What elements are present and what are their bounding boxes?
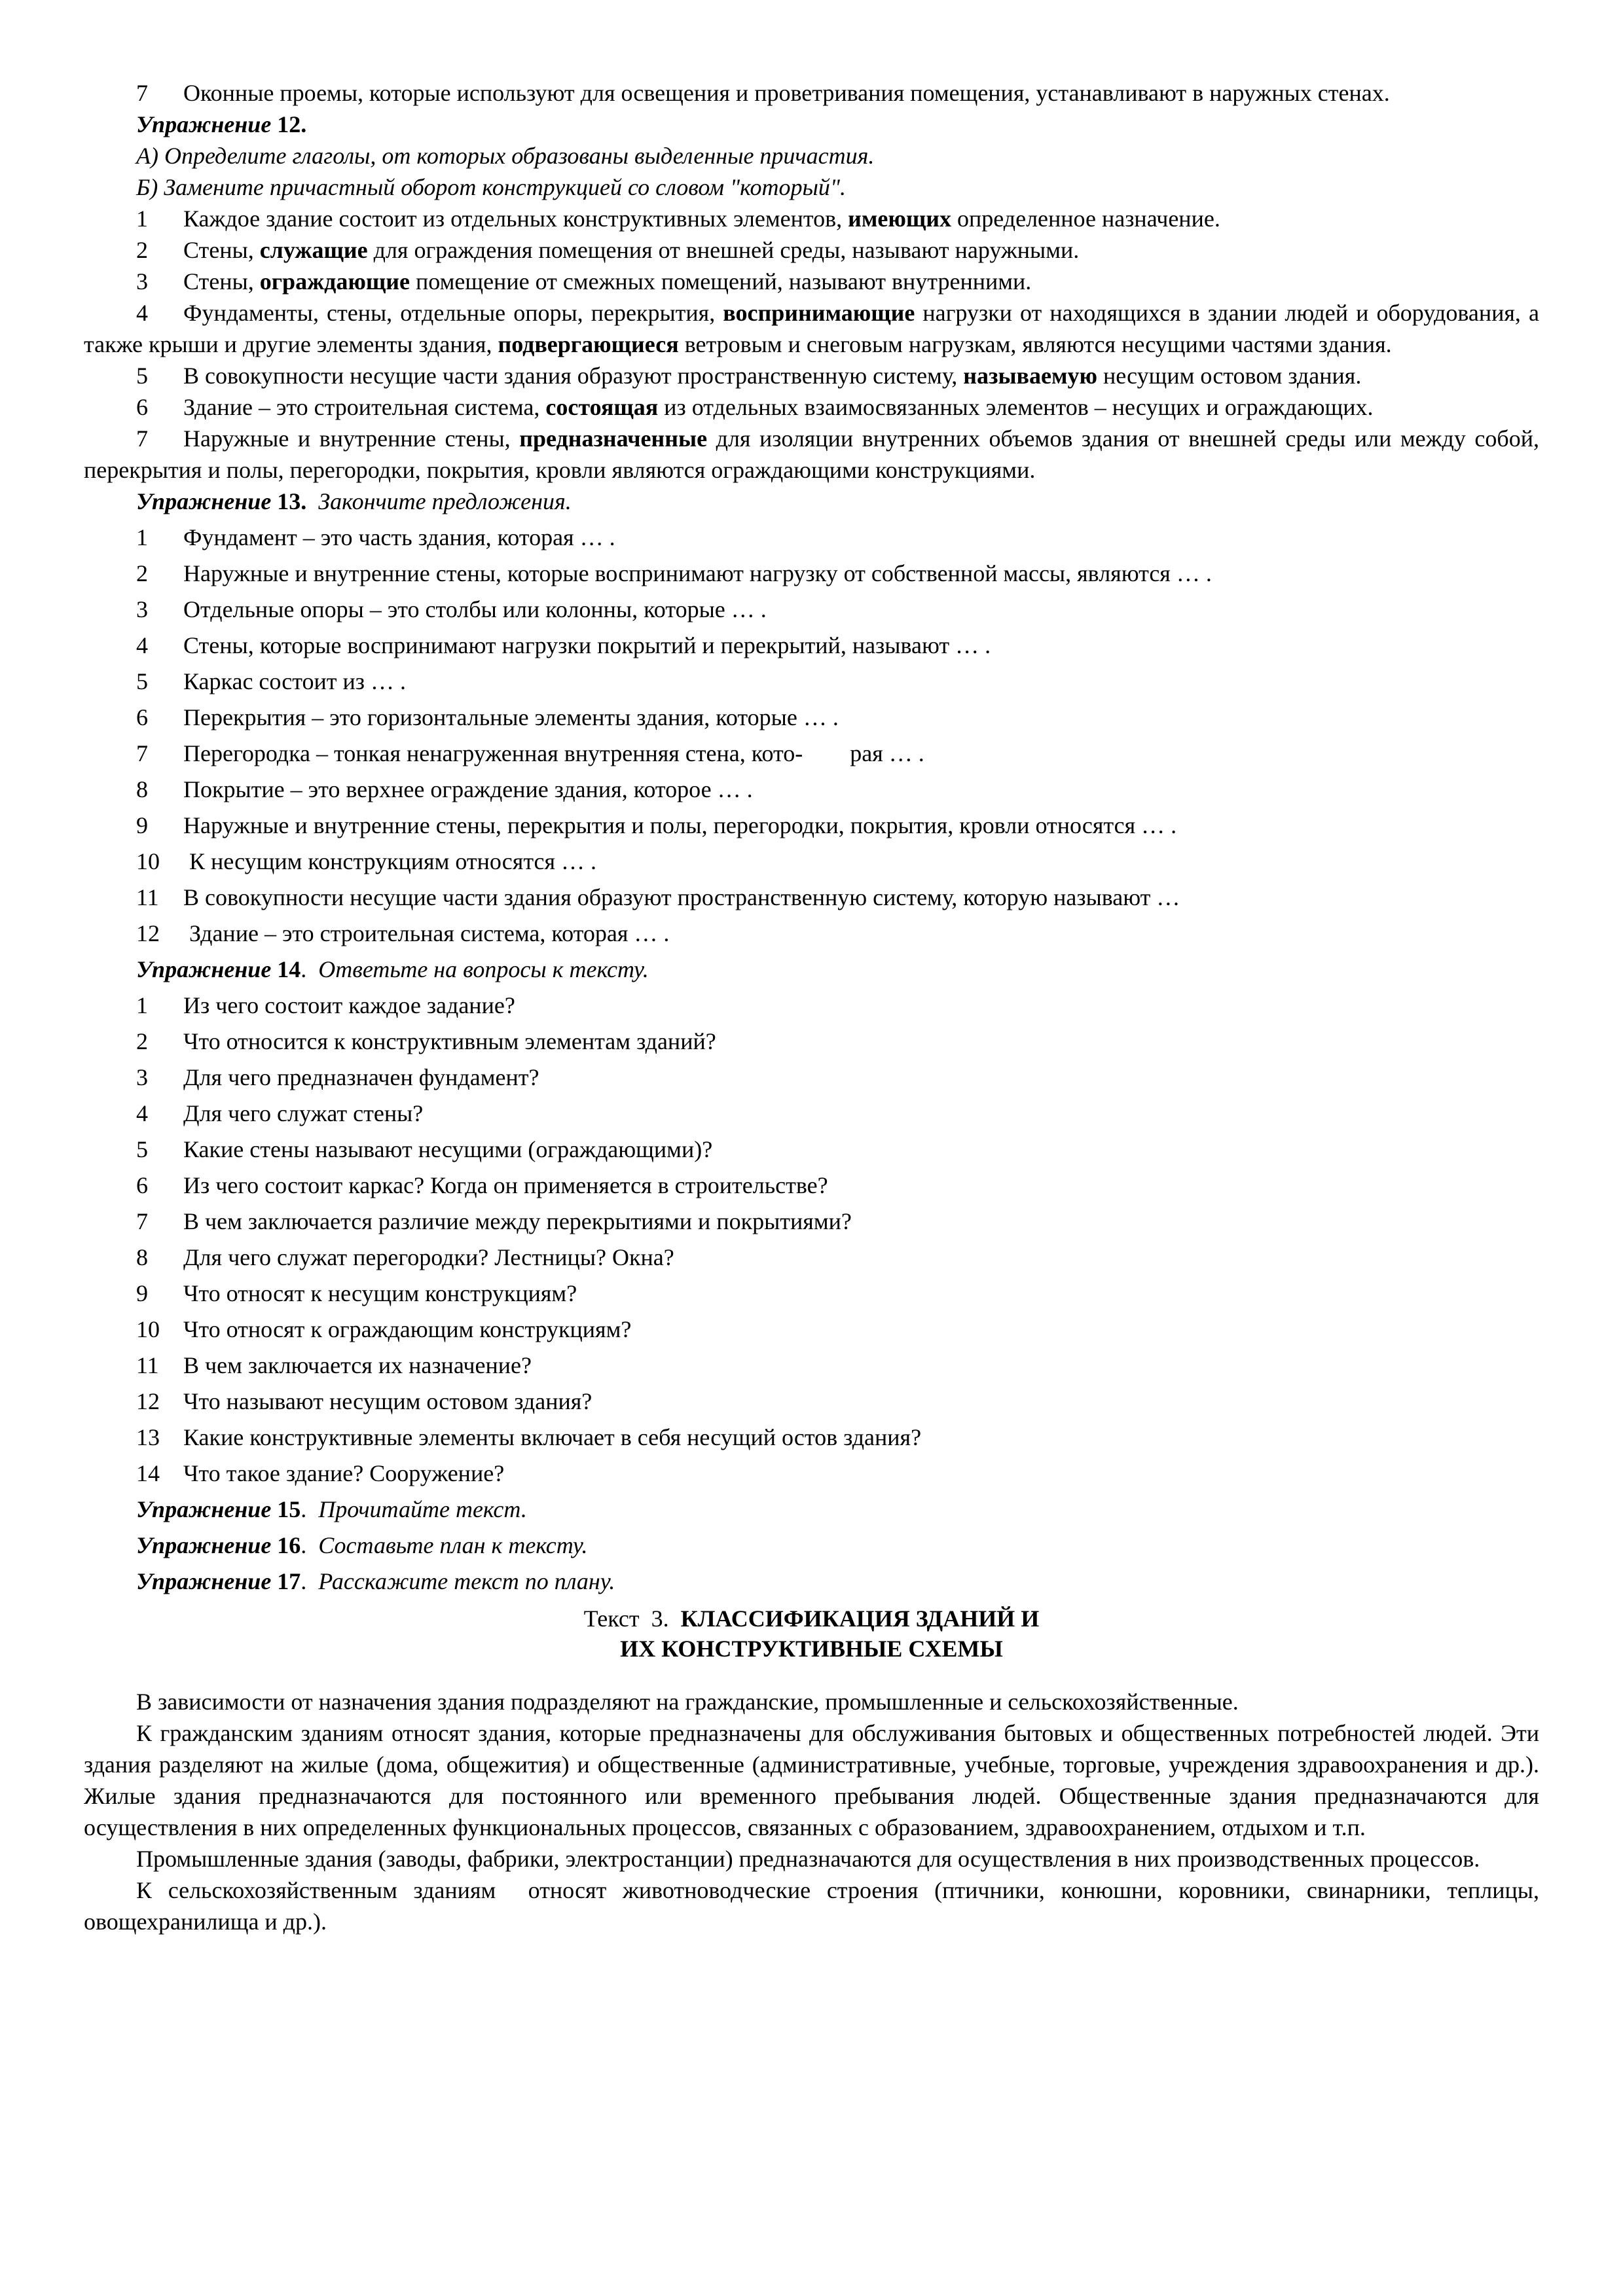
item-number: 9 (136, 1280, 148, 1306)
item-text: для изоляции внутренних объемов здания от внешней среды или между собой, перекрытия и полы, перегородки, покрытия, кровли являются ограждающими конструкциями. (84, 425, 1539, 483)
ex12-item (84, 297, 1539, 360)
ex12-item (84, 360, 1539, 391)
list-item (84, 1312, 1539, 1348)
item-number: 11 (136, 1352, 159, 1378)
list-item (84, 1096, 1539, 1132)
item-text: В чем заключается их назначение? (183, 1352, 532, 1378)
ex12-item (84, 266, 1539, 297)
item-number: 7 (136, 1208, 148, 1234)
list-item (84, 664, 1539, 700)
item-text: несущим остовом здания. (1097, 363, 1362, 389)
bold-participle: имеющих (848, 206, 951, 232)
item-text: Для чего служат стены? (183, 1100, 424, 1126)
item-text: В совокупности несущие части здания образуют пространственную систему, (183, 363, 964, 389)
item-number: 11 (136, 884, 159, 910)
item-text: Что такое здание? Сооружение? (183, 1460, 505, 1486)
title-line-2: ИХ КОНСТРУКТИВНЫЕ СХЕМЫ (620, 1636, 1003, 1662)
list-item (84, 700, 1539, 736)
exercise-15-heading: Упражнение 15. Прочитайте текст. (136, 1496, 527, 1522)
item-text: Что называют несущим остовом здания? (183, 1388, 593, 1414)
item-number: 5 (136, 363, 148, 389)
item-number: 1 (136, 992, 148, 1018)
exercise-12-task-a: А) Определите глаголы, от которых образованы выделенные причастия. (136, 143, 875, 169)
list-item (84, 520, 1539, 556)
body-paragraph: К гражданским зданиям относят здания, которые предназначены для обслуживания бытовых и общественных потребностей людей. Эти здания разделяют на жилые (дома, общежития) и общественные (административные, учебные, торговые, учреждения здравоохранения и др.). Жилые здания предназначаются для постоянного или временного пребывания людей. Общественные здания предназначаются для осуществления в них определенных функциональных процессов, связанных с образованием, здравоохранением, отдыхом и т.п. (84, 1720, 1539, 1840)
item-text: Из чего состоит каркас? Когда он применяется в строительстве? (183, 1172, 828, 1198)
item-number: 4 (136, 632, 148, 658)
item-text: ветровым и снеговым нагрузкам, являются несущими частями здания. (678, 331, 1392, 357)
item-number: 6 (136, 1172, 148, 1198)
list-item (84, 628, 1539, 664)
list-item (84, 1132, 1539, 1168)
list-item (84, 1348, 1539, 1384)
list-item (84, 1060, 1539, 1096)
body-paragraph: К сельскохозяйственным зданиям относят животноводческие строения (птичники, конюшни, коровники, свинарники, теплицы, овощехранилища и др.). (84, 1877, 1545, 1935)
item-text: Для чего служат перегородки? Лестницы? Окна? (183, 1244, 674, 1270)
item-text: Перегородка – тонкая ненагруженная внутренняя стена, кото- рая … . (183, 740, 924, 766)
item-text: В чем заключается различие между перекрытиями и покрытиями? (183, 1208, 852, 1234)
exercise-word: Упражнение (136, 488, 272, 514)
exercise-14-list (84, 988, 1539, 1492)
list-item (84, 556, 1539, 592)
list-item (84, 1276, 1539, 1312)
bold-participle: называемую (963, 363, 1098, 389)
list-item (84, 1204, 1539, 1240)
item-number: 9 (136, 812, 148, 838)
list-item (84, 1420, 1539, 1456)
item-text: Наружные и внутренние стены, которые воспринимают нагрузку от собственной массы, являются … . (183, 560, 1212, 586)
item-text: Стены, (183, 268, 260, 295)
item-number: 6 (136, 704, 148, 730)
title-line-1 (84, 1604, 1539, 1634)
item-text: Для чего предназначен фундамент? (183, 1064, 539, 1090)
item-text: Фундаменты, стены, отдельные опоры, перекрытия, (183, 300, 723, 326)
item-number: 8 (136, 1244, 148, 1270)
item-number: 7 (136, 80, 148, 106)
item-text: В совокупности несущие части здания образуют пространственную систему, которую называют … (183, 884, 1180, 910)
item-number: 3 (136, 1064, 148, 1090)
exercise-17-heading: Упражнение 17. Расскажите текст по плану. (136, 1568, 615, 1594)
body-paragraph: В зависимости от назначения здания подразделяют на гражданские, промышленные и сельскохозяйственные. (136, 1689, 1239, 1715)
exercise-task: Закончите предложения. (318, 488, 572, 514)
bold-participle: предназначенные (519, 425, 708, 452)
item-text: для ограждения помещения от внешней среды, называют наружными. (367, 237, 1080, 263)
item-text: Здание – это строительная система, (183, 394, 546, 420)
item-text: Отдельные опоры – это столбы или колонны, которые … . (183, 596, 767, 622)
item-text: Какие стены называют несущими (ограждающими)? (183, 1136, 713, 1162)
exercise-14-heading: Упражнение 14. Ответьте на вопросы к тексту. (136, 956, 649, 982)
exercise-number: 16 (277, 1532, 301, 1558)
exercise-13-heading (84, 486, 1539, 517)
body-paragraph: Промышленные здания (заводы, фабрики, электростанции) предназначаются для осуществления в них производственных процессов. (136, 1846, 1480, 1872)
item-text: Каждое здание состоит из отдельных конструктивных элементов, (183, 206, 848, 232)
item-text: Фундамент – это часть здания, которая … . (183, 524, 615, 550)
ex12-item (84, 391, 1539, 423)
exercise-12-heading (84, 109, 1539, 140)
bold-participle: служащие (259, 237, 368, 263)
item-number: 12 (136, 1388, 160, 1414)
item-text: Каркас состоит из … . (183, 668, 407, 694)
item-number: 3 (136, 268, 148, 295)
ex12-item (84, 203, 1539, 234)
item-text: Оконные проемы, которые используют для освещения и проветривания помещения, устанавливают в наружных стенах. (183, 80, 1390, 106)
item-text: Что относится к конструктивным элементам зданий? (183, 1028, 716, 1054)
list-item (84, 1456, 1539, 1492)
ex12-item (84, 234, 1539, 266)
list-item (84, 844, 1539, 880)
spacer (84, 1664, 1539, 1686)
item-text: Что относят к несущим конструкциям? (183, 1280, 577, 1306)
list-item (84, 880, 1539, 916)
bold-participle: ограждающие (259, 268, 410, 295)
exercise-word: Упражнение (136, 1568, 272, 1594)
top-item (84, 77, 1539, 109)
exercise-13-list (84, 520, 1539, 952)
item-number: 2 (136, 1028, 148, 1054)
bold-participle: воспринимающие (723, 300, 915, 326)
item-text: Перекрытия – это горизонтальные элементы здания, которые … . (183, 704, 839, 730)
list-item (84, 988, 1539, 1024)
item-text: К несущим конструкциям относятся … . (183, 848, 597, 874)
item-text: Наружные и внутренние стены, перекрытия и полы, перегородки, покрытия, кровли относятся … . (183, 812, 1177, 838)
exercise-word: Упражнение (136, 956, 272, 982)
item-text: Стены, (183, 237, 260, 263)
list-item (84, 772, 1539, 808)
text-3-title (84, 1604, 1539, 1664)
exercise-16-heading: Упражнение 16. Составьте план к тексту. (136, 1532, 588, 1558)
item-number: 5 (136, 1136, 148, 1162)
list-item (84, 736, 1539, 772)
item-number: 13 (136, 1424, 160, 1450)
item-text: Наружные и внутренние стены, (183, 425, 520, 452)
list-item (84, 1240, 1539, 1276)
item-text: из отдельных взаимосвязанных элементов – несущих и ограждающих. (658, 394, 1374, 420)
exercise-number: 12. (277, 111, 307, 137)
exercise-number: 14 (277, 956, 301, 982)
item-number: 4 (136, 1100, 148, 1126)
list-item (84, 1024, 1539, 1060)
item-number: 10 (136, 848, 160, 874)
exercise-number: 15 (277, 1496, 301, 1522)
item-text: помещение от смежных помещений, называют внутренними. (410, 268, 1032, 295)
exercise-task: Ответьте на вопросы к тексту. (318, 956, 649, 982)
item-text: определенное назначение. (951, 206, 1220, 232)
bold-participle: подвергающиеся (498, 331, 679, 357)
list-item (84, 808, 1539, 844)
item-text: Здание – это строительная система, которая … . (183, 920, 670, 946)
item-text: Стены, которые воспринимают нагрузки покрытий и перекрытий, называют … . (183, 632, 991, 658)
list-item (84, 1384, 1539, 1420)
title-text: КЛАССИФИКАЦИЯ ЗДАНИЙ И (680, 1605, 1040, 1632)
exercise-word: Упражнение (136, 1532, 272, 1558)
exercise-word: Упражнение (136, 1496, 272, 1522)
exercise-number: 17 (277, 1568, 301, 1594)
bold-participle: состоящая (545, 394, 659, 420)
item-number: 2 (136, 237, 148, 263)
item-number: 10 (136, 1316, 160, 1342)
exercise-word: Упражнение (136, 111, 272, 137)
item-text: Какие конструктивные элементы включает в себя несущий остов здания? (183, 1424, 922, 1450)
list-item (84, 592, 1539, 628)
item-text: Покрытие – это верхнее ограждение здания, которое … . (183, 776, 753, 802)
item-number: 7 (136, 425, 148, 452)
list-item (84, 916, 1539, 952)
list-item (84, 1168, 1539, 1204)
exercise-12-task-b: Б) Замените причастный оборот конструкцией со словом "который". (136, 174, 847, 200)
exercise-task: Составьте план к тексту. (318, 1532, 588, 1558)
item-number: 1 (136, 206, 148, 232)
item-text: Что относят к ограждающим конструкциям? (183, 1316, 632, 1342)
item-number: 14 (136, 1460, 160, 1486)
item-number: 12 (136, 920, 160, 946)
item-number: 7 (136, 740, 148, 766)
ex12-item (84, 423, 1539, 486)
item-text: Из чего состоит каждое задание? (183, 992, 515, 1018)
item-number: 2 (136, 560, 148, 586)
text-label: Текст 3. (583, 1605, 669, 1632)
item-number: 8 (136, 776, 148, 802)
item-number: 6 (136, 394, 148, 420)
item-number: 4 (136, 300, 148, 326)
item-text: нагрузки от находящихся в здании людей и оборудования, а также крыши и другие элементы здания, (84, 300, 1539, 357)
exercise-task: Прочитайте текст. (318, 1496, 527, 1522)
exercise-number: 13. (277, 488, 307, 514)
exercise-task: Расскажите текст по плану. (318, 1568, 615, 1594)
item-number: 1 (136, 524, 148, 550)
item-number: 3 (136, 596, 148, 622)
item-number: 5 (136, 668, 148, 694)
